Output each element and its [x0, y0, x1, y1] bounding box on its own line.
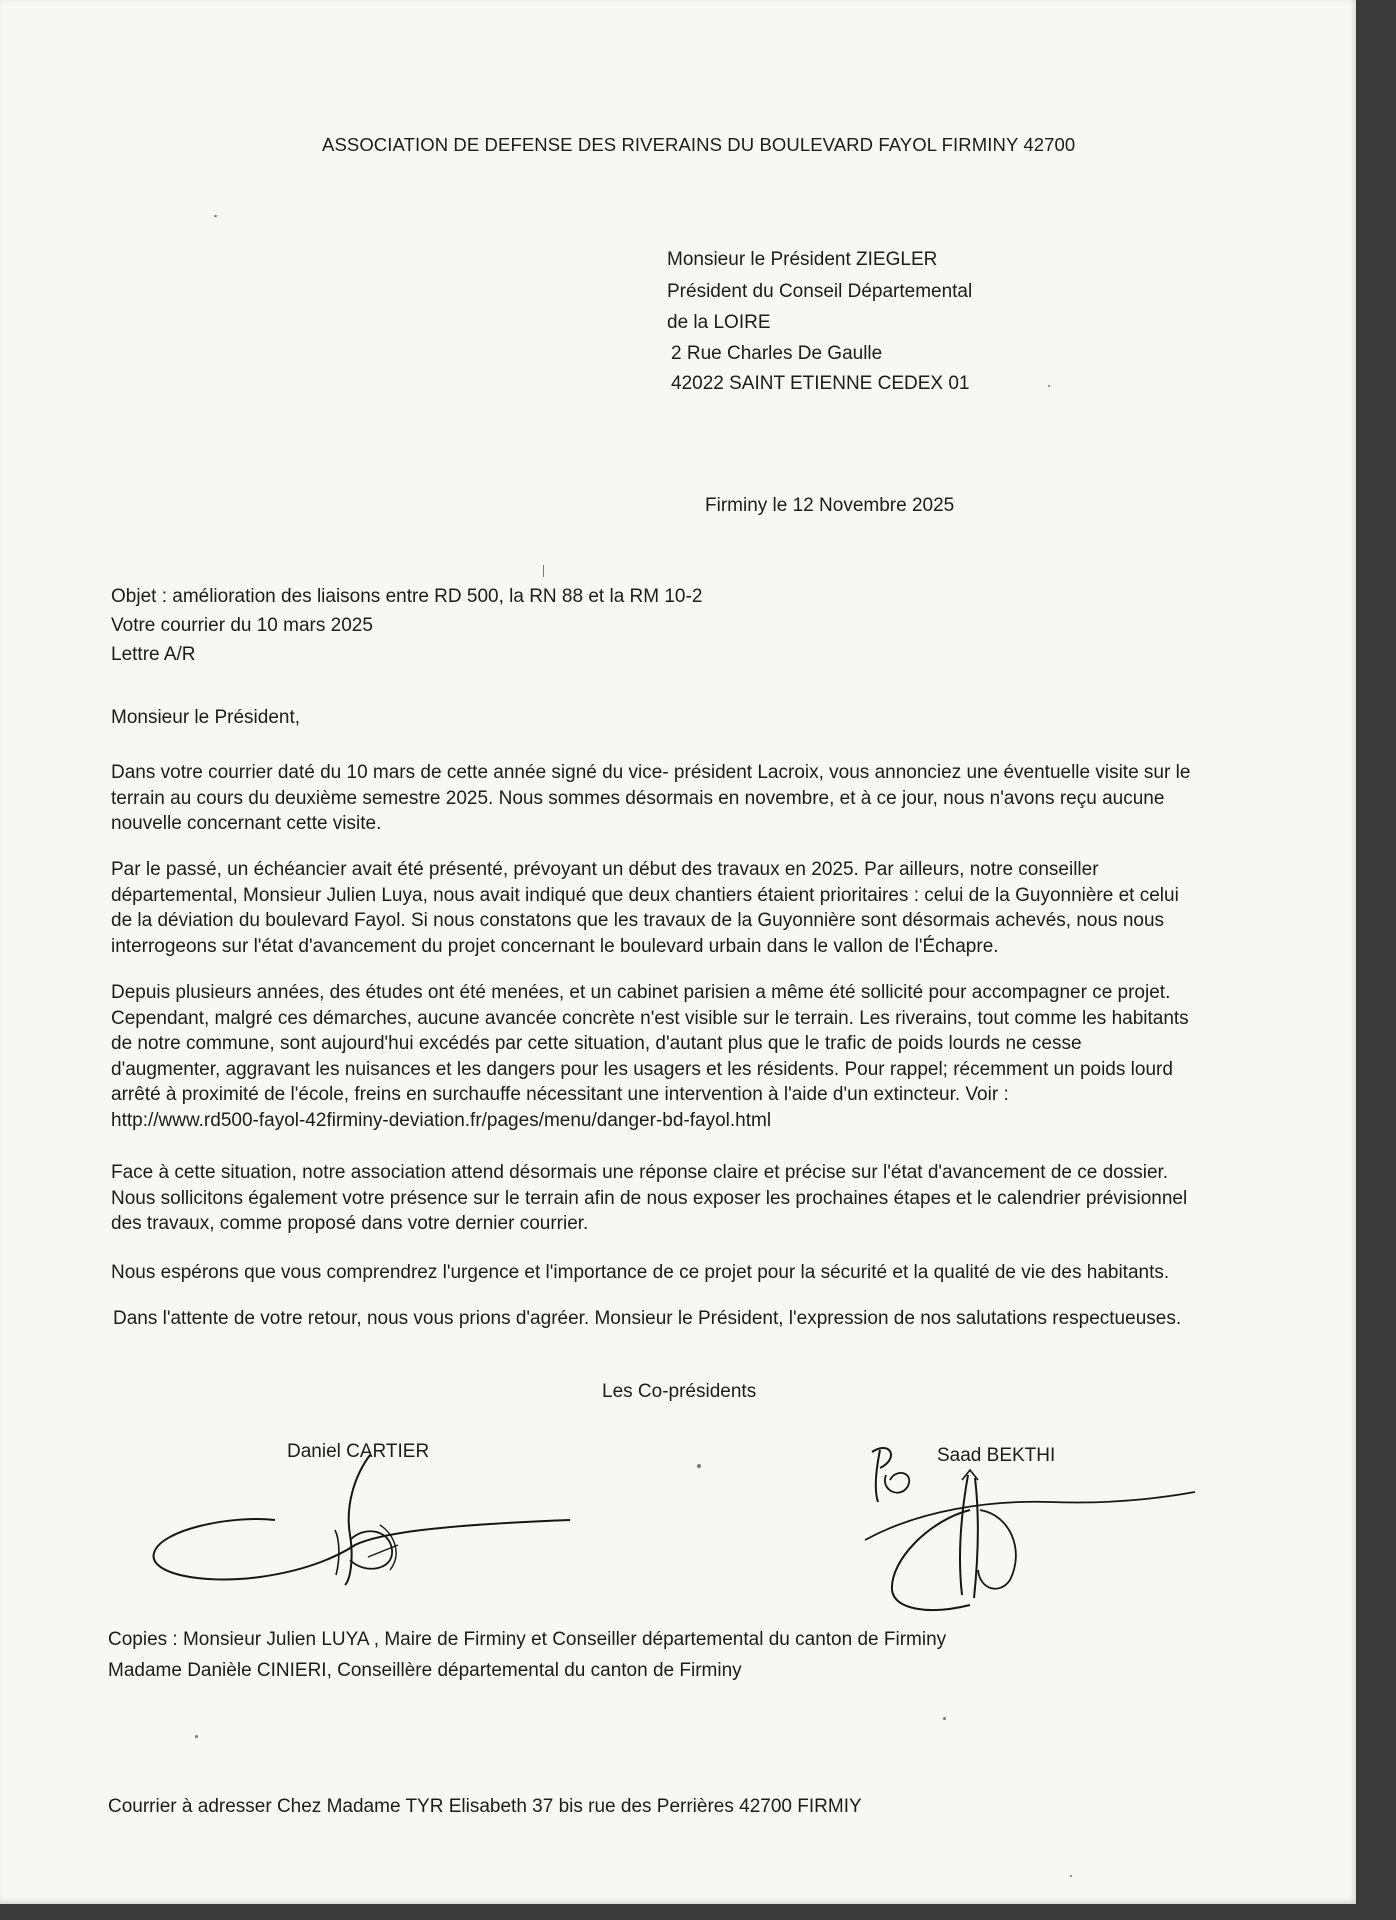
association-header: ASSOCIATION DE DEFENSE DES RIVERAINS DU BOULEVARD FAYOL FIRMINY 42700: [322, 134, 1076, 155]
paragraph-line: de la déviation du boulevard Fayol. Si nous constatons que les travaux de la Guyonnière sont désormais achevés, nous nous: [111, 910, 1165, 931]
copies-line: Copies : Monsieur Julien LUYA , Maire de Firminy et Conseiller départemental du canton de Firminy: [108, 1629, 947, 1650]
copies-line: Madame Danièle CINIERI, Conseillère départemental du canton de Firminy: [108, 1660, 742, 1681]
paragraph-line: Nous sollicitons également votre présence sur le terrain afin de nous exposer les prochaines étapes et le calendrier prévisionnel: [111, 1187, 1188, 1209]
salutation: Monsieur le Président,: [111, 707, 301, 728]
scan-speck: [543, 565, 544, 577]
scan-speck: [1070, 1875, 1072, 1877]
return-address: Courrier à adresser Chez Madame TYR Elisabeth 37 bis rue des Perrières 42700 FIRMIY: [108, 1796, 862, 1817]
paragraph-line: Cependant, malgré ces démarches, aucune avancée concrète n'est visible sur le terrain. Les riverains, tout comme les habitants: [111, 1007, 1189, 1029]
paragraph-line: terrain au cours du deuxième semestre 2025. Nous sommes désormais en novembre, et à ce jour, nous n'avons reçu aucune: [111, 787, 1165, 809]
closing-title: Les Co-présidents: [602, 1381, 757, 1402]
closing-paragraph: [113, 1306, 1263, 1332]
paragraph: [111, 760, 1261, 837]
paragraph-line: Depuis plusieurs années, des études ont été menées, et un cabinet parisien a même été sollicité pour accompagner ce projet.: [111, 982, 1171, 1003]
paragraph-line: de notre commune, sont aujourd'hui excédés par cette situation, d'autant plus que le trafic de poids lourds ne cesse: [111, 1033, 1082, 1054]
delivery-line: Lettre A/R: [111, 644, 196, 665]
reference-line: Votre courrier du 10 mars 2025: [111, 615, 373, 636]
signatory-name: Saad BEKTHI: [937, 1445, 1056, 1466]
letter-date: Firminy le 12 Novembre 2025: [705, 495, 955, 516]
subject-line: Objet : amélioration des liaisons entre RD 500, la RN 88 et la RM 10-2: [111, 586, 703, 607]
paragraph: [111, 857, 1261, 959]
paragraph-line: d'augmenter, aggravant les nuisances et les dangers pour les usagers et les résidents. Pour rappel; récemment un poids lourd: [111, 1058, 1173, 1080]
paragraph-line: Face à cette situation, notre association attend désormais une réponse claire et précise sur l'état d'avancement de ce dossier.: [111, 1162, 1169, 1183]
paragraph: [111, 1260, 1261, 1286]
recipient-line: Monsieur le Président ZIEGLER: [667, 249, 938, 270]
scan-speck: [697, 1464, 701, 1468]
paragraph-line: arrêté à proximité de l'école, freins en surchauffe nécessitant une intervention à l'aide d'un extincteur. Voir :: [111, 1084, 1009, 1105]
recipient-line: Président du Conseil Départemental: [667, 281, 973, 302]
paragraph-line: Par le passé, un échéancier avait été présenté, prévoyant un début des travaux en 2025. Par ailleurs, notre conseiller: [111, 859, 1099, 880]
paragraph: [111, 1160, 1261, 1237]
website-link[interactable]: http://www.rd500-fayol-42firminy-deviation.fr/pages/menu/danger-bd-fayol.html: [111, 1109, 772, 1131]
paragraph-line: Dans votre courrier daté du 10 mars de cette année signé du vice- président Lacroix, vous annonciez une éventuelle visite sur le: [111, 762, 1191, 783]
recipient-line: 2 Rue Charles De Gaulle: [671, 343, 883, 364]
scan-speck: [214, 215, 217, 217]
recipient-line: 42022 SAINT ETIENNE CEDEX 01: [671, 373, 970, 394]
paragraph-line: Dans l'attente de votre retour, nous vous prions d'agréer. Monsieur le Président, l'expression de nos salutations respectueuses.: [113, 1308, 1182, 1329]
scan-speck: [195, 1735, 198, 1738]
scan-speck: [943, 1717, 946, 1720]
paragraph: [111, 980, 1261, 1133]
paragraph-line: des travaux, comme proposé dans votre dernier courrier.: [111, 1213, 589, 1234]
paragraph-line: départemental, Monsieur Julien Luya, nous avait indiqué que deux chantiers étaient prioritaires : celui de la Guyonnière et celui: [111, 884, 1179, 906]
scan-speck: [1048, 385, 1050, 387]
paragraph-line: nouvelle concernant cette visite.: [111, 813, 382, 834]
paragraph-line: Nous espérons que vous comprendrez l'urgence et l'importance de ce projet pour la sécurité et la qualité de vie des habitants.: [111, 1262, 1170, 1283]
paragraph-line: interrogeons sur l'état d'avancement du projet concernant le boulevard urbain dans le vallon de l'Échapre.: [111, 935, 999, 957]
recipient-line: de la LOIRE: [667, 312, 771, 333]
signatory-name: Daniel CARTIER: [287, 1441, 430, 1462]
signature-bekthi: [850, 1430, 1210, 1620]
signature-cartier: [140, 1445, 590, 1595]
